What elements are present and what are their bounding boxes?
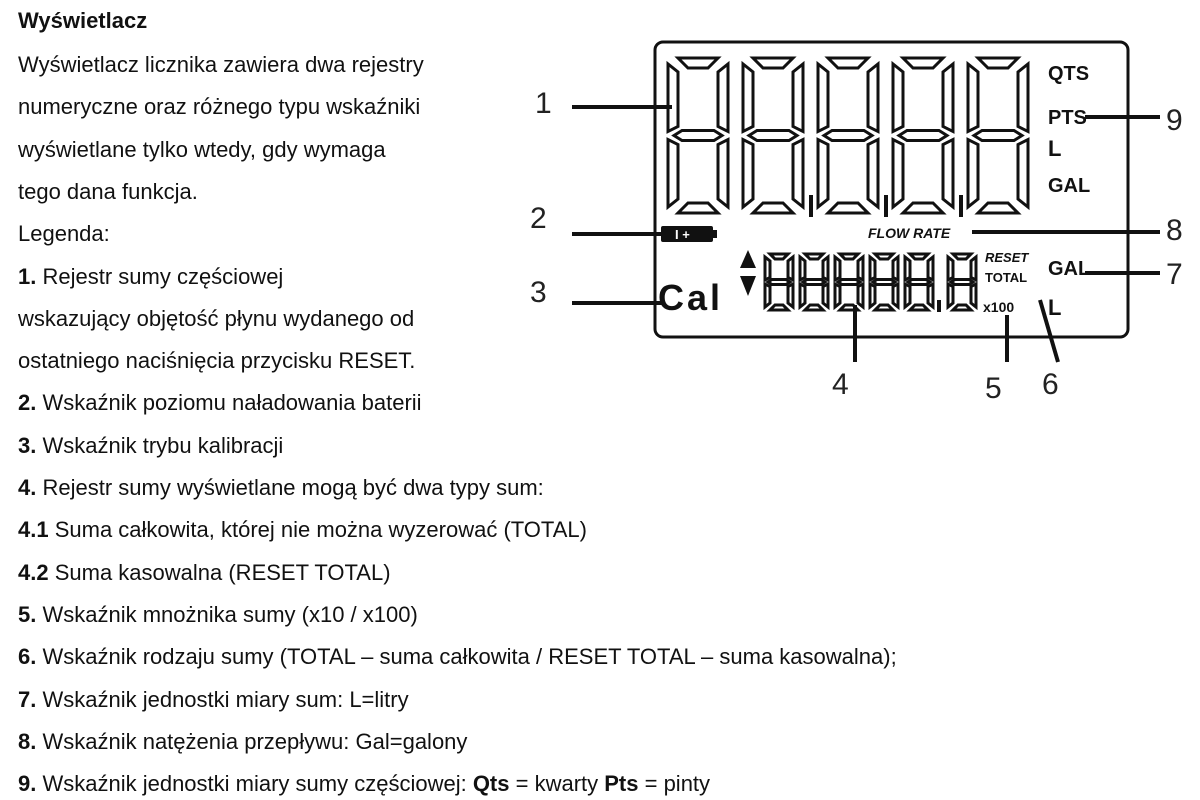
unit-pts: PTS [1048,107,1087,129]
legend-text: Wskaźnik rodzaju sumy (TOTAL – suma całkowita / RESET TOTAL – suma kasowalna); [36,644,897,670]
legend-number: 6. [18,644,37,670]
arrow-up-icon [740,250,756,268]
flow-rate-indicator: FLOW RATE [868,225,951,241]
legend-number: 4.2 [18,559,49,585]
callout-2: 2 [530,202,547,235]
paragraph-line: Wyświetlacz licznika zawiera dwa rejestry [18,52,424,77]
legend-number: 5. [18,601,37,627]
legend-pts: Pts [604,771,639,797]
bottom-digit [835,254,863,310]
decimal-comma [809,195,813,217]
legend-number: 8. [18,728,37,754]
cal-indicator: Cal [658,277,720,318]
battery-icon [661,226,717,242]
callout-5: 5 [985,372,1002,405]
top-digit [668,58,728,213]
legend-text: Wskaźnik natężenia przepływu: Gal=galony [36,728,468,754]
legend-text: Wskaźnik poziomu naładowania baterii [36,390,422,416]
unit-gal-top: GAL [1048,175,1091,197]
legend-number: 7. [18,686,37,712]
bottom-digit [765,254,793,310]
legend-num: 9. [18,771,37,797]
bottom-digit [870,254,898,310]
section-title: Wyświetlacz [18,8,148,33]
legend-number: 2. [18,390,37,416]
legend-number: 4. [18,475,37,500]
bottom-digit [905,254,933,310]
legend-qts-text: = kwarty [509,771,605,797]
top-digit [743,58,803,213]
paragraph-line: tego dana funkcja. [18,178,198,204]
legend-text: Wskaźnik mnożnika sumy (x10 / x100) [36,601,418,627]
paragraph-line: wyświetlane tylko wtedy, gdy wymaga [18,136,386,162]
legend-text: ostatniego naciśnięcia przycisku RESET. [18,348,416,374]
callout-4: 4 [832,368,849,401]
decimal-comma [959,195,963,217]
paragraph-line: numeryczne oraz różnego typu wskaźniki [18,94,421,120]
decimal-comma [937,300,941,312]
callout-8: 8 [1166,214,1183,247]
legend-text: Rejestr sumy częściowej [36,263,284,289]
legend-pts-text: = pinty [638,771,711,797]
decimal-comma [884,195,888,217]
arrow-down-icon [740,276,756,296]
legend-qts: Qts [472,771,510,797]
legend-text: Rejestr sumy wyświetlane mogą być dwa typy sum: [36,475,544,500]
top-digit [968,58,1028,213]
bottom-digit [948,254,976,310]
callout-1: 1 [535,87,552,120]
legend-number: 4.1 [18,517,49,543]
reset-indicator: RESET [985,250,1029,265]
unit-gal-bottom: GAL [1048,258,1091,280]
callout-3: 3 [530,276,547,309]
legend-text: Wskaźnik jednostki miary sumy częściowej: [36,771,473,797]
legend-text: Suma kasowalna (RESET TOTAL) [48,559,391,585]
unit-l-bottom: L [1048,295,1062,320]
svg-text:I +: I + [675,227,690,242]
legend-number: 3. [18,432,37,458]
bottom-digit [800,254,828,310]
leader-lines [572,107,1160,362]
legend-text: Suma całkowita, której nie można wyzerować (TOTAL) [48,517,587,543]
legend-text: wskazujący objętość płynu wydanego od [18,305,415,331]
callout-7: 7 [1166,258,1183,291]
unit-qts: QTS [1048,63,1090,85]
total-indicator: TOTAL [985,270,1028,285]
legend-text: Wskaźnik jednostki miary sum: L=litry [36,686,409,712]
top-digit [818,58,878,213]
paragraph-line: Legenda: [18,221,110,247]
multiplier-indicator: x100 [983,299,1015,315]
unit-l-top: L [1048,136,1062,161]
legend-text: Wskaźnik trybu kalibracji [36,432,284,458]
callout-6: 6 [1042,368,1059,401]
top-digit [893,58,953,213]
callout-9: 9 [1166,104,1183,137]
legend-number: 1. [18,263,37,289]
